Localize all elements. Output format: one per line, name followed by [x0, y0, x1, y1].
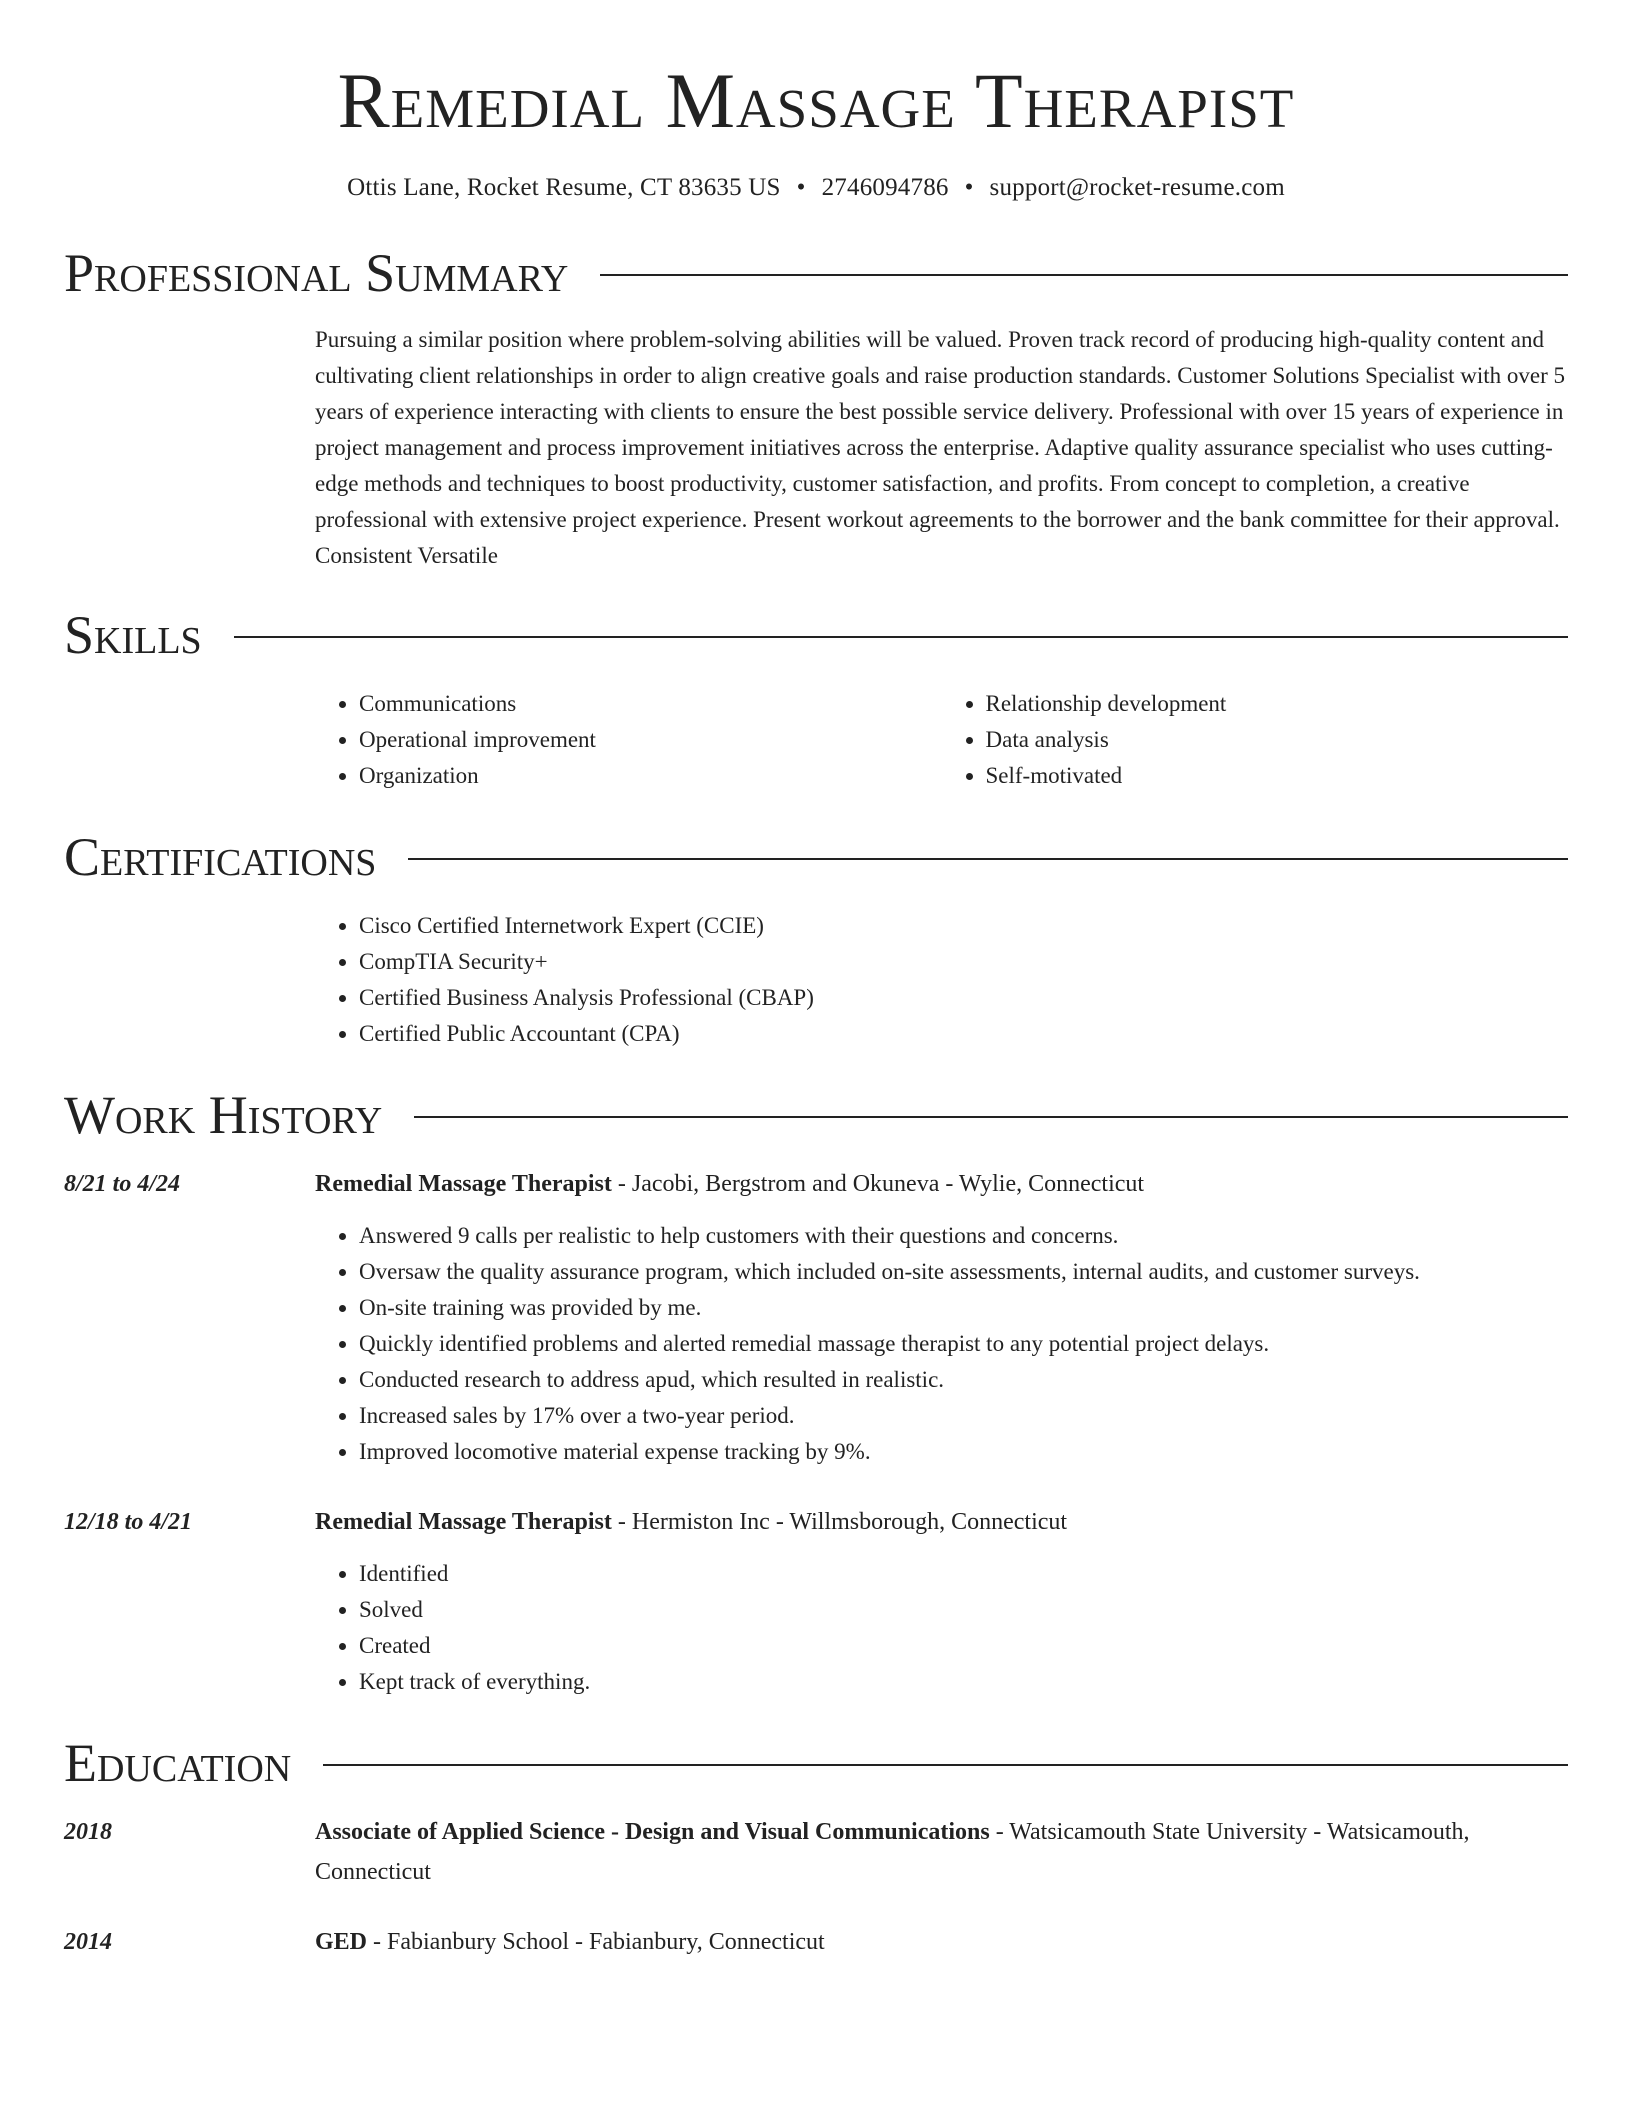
job-details: - Hermiston Inc - Willmsborough, Connecticut	[611, 1509, 1068, 1535]
resume-title: Remedial Massage Therapist	[337, 57, 1295, 144]
skills-section-header	[64, 605, 1568, 665]
list-item: • Conducted research to address apud, which resulted in realistic.	[359, 1362, 1568, 1398]
section-divider	[414, 1116, 1568, 1118]
job-details: - Jacobi, Bergstrom and Okuneva - Wylie, Connecticut	[611, 1171, 1145, 1197]
skills-list-right	[942, 686, 1569, 794]
skills-list-left	[315, 686, 942, 794]
education-heading: Education	[64, 1733, 292, 1793]
education-degree: GED	[315, 1929, 368, 1955]
list-item: • Increased sales by 17% over a two-year period.	[359, 1398, 1568, 1434]
work-heading: Work History	[64, 1085, 383, 1145]
list-item: • Created	[359, 1628, 1568, 1664]
job-role: Remedial Massage Therapist	[315, 1171, 612, 1197]
list-item: • Oversaw the quality assurance program, which included on-site assessments, internal audits, and customer surveys.	[359, 1254, 1568, 1290]
job-dates: 12/18 to 4/21	[64, 1509, 193, 1535]
education-entry	[64, 1922, 1568, 1962]
list-item: • Quickly identified problems and alerted remedial massage therapist to any potential project delays.	[359, 1326, 1568, 1362]
education-degree: Associate of Applied Science - Design and Visual Communications	[315, 1819, 990, 1845]
education-details: - Fabianbury School - Fabianbury, Connecticut	[367, 1929, 825, 1955]
list-item: • Improved locomotive material expense tracking by 9%.	[359, 1434, 1568, 1470]
list-item: • Solved	[359, 1592, 1568, 1628]
section-divider	[323, 1764, 1568, 1766]
education-entry	[64, 1812, 1568, 1892]
summary-heading: Professional Summary	[64, 243, 569, 303]
section-divider	[408, 858, 1568, 860]
certifications-section-header	[64, 827, 1568, 887]
contact-separator: •	[796, 174, 806, 201]
education-body	[315, 1812, 1568, 1892]
contact-email: support@rocket-resume.com	[989, 174, 1285, 201]
job-bullets	[315, 1556, 1568, 1700]
education-details: - Watsicamouth State University - Watsicamouth, Connecticut	[315, 1819, 1470, 1885]
education-section-header	[64, 1733, 1568, 1793]
list-item: • Operational improvement	[359, 722, 942, 758]
education-body	[315, 1922, 1568, 1962]
certifications-heading: Certifications	[64, 827, 377, 887]
certifications-list	[315, 908, 1568, 1052]
list-item: • Organization	[359, 758, 942, 794]
list-item: • CompTIA Security+	[359, 944, 1568, 980]
list-item: • Certified Public Accountant (CPA)	[359, 1016, 1568, 1052]
job-role: Remedial Massage Therapist	[315, 1509, 612, 1535]
contact-line	[64, 174, 1568, 202]
education-year: 2014	[64, 1929, 112, 1955]
list-item: • Answered 9 calls per realistic to help customers with their questions and concerns.	[359, 1218, 1568, 1254]
list-item: • Self-motivated	[986, 758, 1569, 794]
list-item: • Identified	[359, 1556, 1568, 1592]
summary-section-header	[64, 243, 1568, 303]
skills-columns	[315, 686, 1568, 794]
job-entry	[64, 1164, 1568, 1470]
job-entry	[64, 1502, 1568, 1700]
list-item: • On-site training was provided by me.	[359, 1290, 1568, 1326]
job-heading	[315, 1502, 1568, 1542]
list-item: • Kept track of everything.	[359, 1664, 1568, 1700]
contact-phone: 2746094786	[821, 174, 949, 201]
contact-separator: •	[964, 174, 974, 201]
list-item: • Relationship development	[986, 686, 1569, 722]
list-item: • Cisco Certified Internetwork Expert (CCIE)	[359, 908, 1568, 944]
list-item: • Certified Business Analysis Professional (CBAP)	[359, 980, 1568, 1016]
list-item: • Data analysis	[986, 722, 1569, 758]
skills-heading: Skills	[64, 605, 202, 665]
contact-address: Ottis Lane, Rocket Resume, CT 83635 US	[347, 174, 781, 201]
job-heading	[315, 1164, 1568, 1204]
summary-text: Pursuing a similar position where problem-solving abilities will be valued. Proven track record of producing high-quality content and cultivating client relationships in order to align creative goals and raise production standards. Customer Solutions Specialist with over 5 years of experience interacting with clients to ensure the best possible service delivery. Professional with over 15 years of experience in project management and process improvement initiatives across the enterprise. Adaptive quality assurance specialist who uses cutting-edge methods and techniques to boost productivity, customer satisfaction, and profits. From concept to completion, a creative professional with extensive project experience. Present workout agreements to the borrower and the bank committee for their approval. Consistent Versatile	[315, 327, 1566, 568]
section-divider	[600, 274, 1568, 276]
list-item: • Communications	[359, 686, 942, 722]
work-section-header	[64, 1085, 1568, 1145]
job-bullets	[315, 1218, 1568, 1470]
job-dates: 8/21 to 4/24	[64, 1171, 181, 1197]
section-divider	[234, 636, 1568, 638]
education-year: 2018	[64, 1819, 112, 1845]
resume-page	[64, 0, 1568, 1962]
